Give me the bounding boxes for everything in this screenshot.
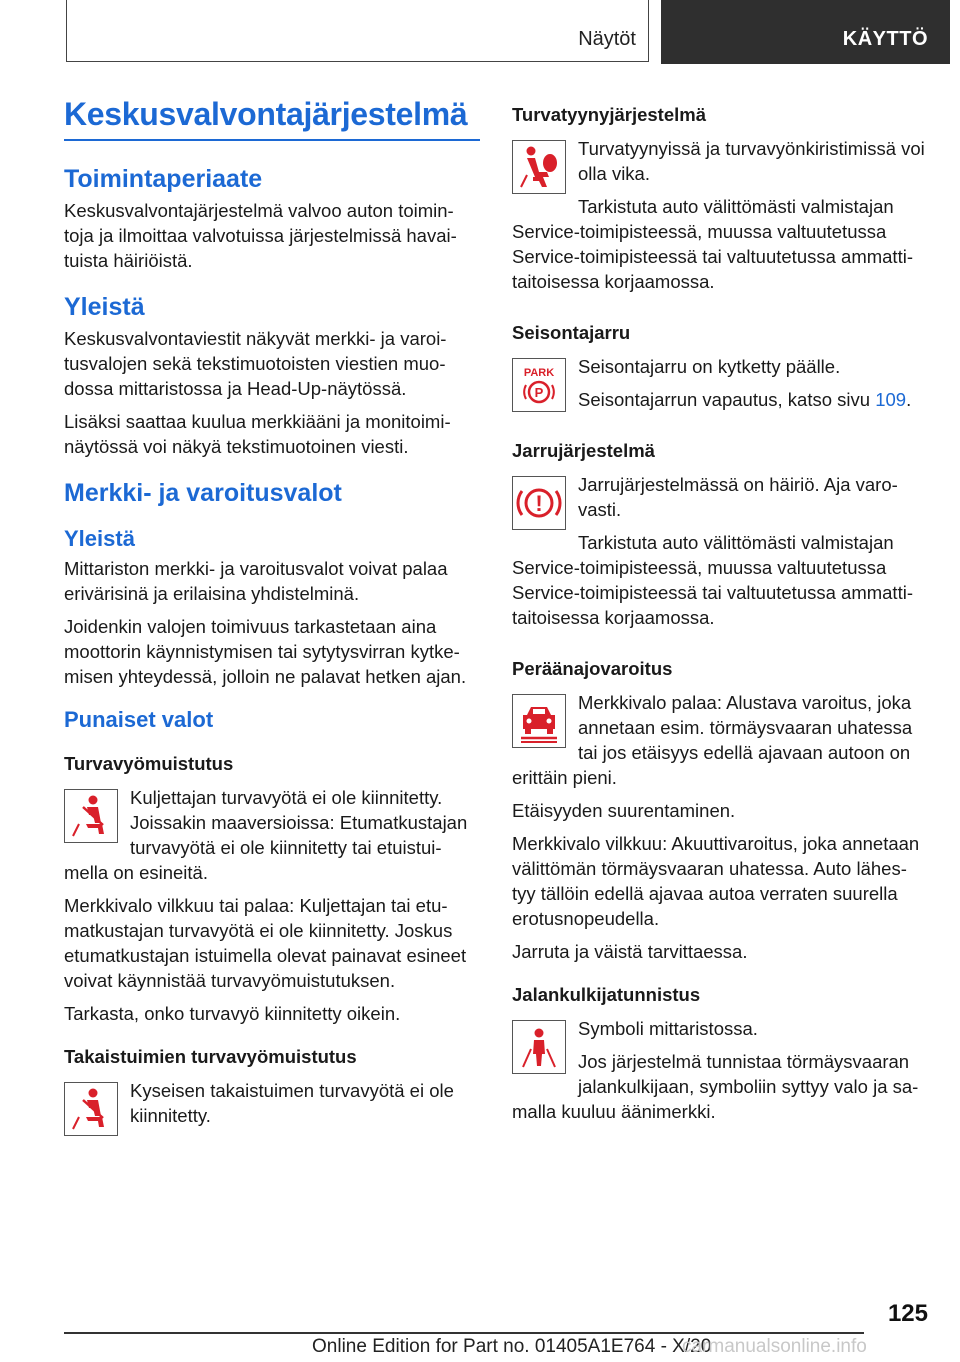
- brake-system-icon: [512, 476, 566, 530]
- restraint-block: [512, 136, 930, 302]
- paragraph-collision-1: Merkkivalo palaa: Alustava varoitus, joka annetaan esim. törmäysvaaran uhatessa tai jos etäisyys edellä ajavaan autoon on erittäin pieni.: [512, 692, 913, 788]
- heading-rear-seatbelt: Takaistuimien turvavyömuistutus: [64, 1046, 357, 1067]
- paragraph-restraint-2: Tarkistuta auto välittömästi valmistajan Service-toimipisteessä, muussa valtuutetussa Service-toimipisteessä tai valtuutetussa ammatti- taitoisessa korjaamossa.: [512, 196, 913, 292]
- chapter-tab-label: KÄYTTÖ: [842, 28, 928, 50]
- paragraph-pedestrian-1: Symboli mittaristossa.: [578, 1018, 758, 1039]
- brake-exclamation: !: [535, 491, 543, 516]
- paragraph-general-2: Lisäksi saattaa kuulua merkkiääni ja monitoimi- näytössä voi näkyä tekstimuotoinen viesti.: [64, 411, 451, 457]
- edition-note: Online Edition for Part no. 01405A1E764 - X/20: [312, 1336, 712, 1357]
- heading-principle: Toimintaperiaate: [64, 165, 263, 193]
- airbag-warning-icon: [512, 140, 566, 194]
- brake-system-block: [512, 472, 930, 638]
- pedestrian-warning-icon: [512, 1020, 566, 1074]
- page-number: 125: [887, 1300, 928, 1327]
- page-title: Keskusvalvontajärjestelmä: [64, 96, 480, 141]
- heading-lights-general: Yleistä: [64, 526, 135, 551]
- section-tab: [66, 0, 649, 62]
- heading-parking-brake: Seisontajarru: [512, 322, 631, 343]
- heading-general: Yleistä: [64, 293, 145, 321]
- right-column: [512, 96, 930, 1132]
- paragraph-lights-2: Joidenkin valojen toimivuus tarkastetaan aina moottorin käynnistymisen tai sytytysvirran kytke- misen yhteydessä, jolloin ne palavat hetken ajan.: [64, 616, 467, 687]
- heading-red-lights: Punaiset valot: [64, 707, 214, 732]
- paragraph-pedestrian-2: Jos järjestelmä tunnistaa törmäysvaaran jalankulkijaan, symboliin syttyy valo ja sa- malla kuuluu äänimerkki.: [512, 1051, 919, 1122]
- paragraph-brake-1: Jarrujärjestelmässä on häiriö. Aja varo- vasti.: [578, 474, 898, 520]
- parking-2-text: Seisontajarrun vapautus, katso sivu: [578, 389, 876, 410]
- paragraph-brake-2: Tarkistuta auto välittömästi valmistajan Service-toimipisteessä, muussa valtuutetussa Service-toimipisteessä tai valtuutetussa ammatti- taitoisessa korjaamossa.: [512, 532, 913, 628]
- rear-seatbelt-block: [64, 1078, 480, 1140]
- pedestrian-block: [512, 1016, 930, 1132]
- parking-2-end: .: [906, 389, 912, 410]
- footer-divider: [64, 1332, 864, 1334]
- heading-pedestrian: Jalankulkijatunnistus: [512, 984, 701, 1005]
- paragraph-general-1: Keskusvalvontaviestit näkyvät merkki- ja varoi- tusvalojen sekä tekstimuotoisten viestien muo- dossa mittaristossa ja Head-Up-näytössä.: [64, 328, 447, 399]
- heading-collision: Peräänajovaroitus: [512, 658, 673, 679]
- paragraph-seatbelt-1: Kuljettajan turvavyötä ei ole kiinnitetty. Joissakin maaversioissa: Etumatkustajan turvavyötä ei ole kiinnitetty tai etuistui- mella on esineitä.: [64, 787, 468, 883]
- park-label: PARK: [523, 367, 555, 379]
- paragraph-restraint-1: Turvatyynyissä ja turvavyönkiristimissä voi olla vika.: [578, 138, 925, 184]
- heading-seatbelt: Turvavyömuistutus: [64, 753, 234, 774]
- paragraph-parking-2: [512, 387, 930, 412]
- park-letter: P: [534, 385, 544, 400]
- chapter-tab: [661, 0, 950, 64]
- page-link-109[interactable]: 109: [875, 389, 907, 410]
- paragraph-seatbelt-3: Tarkasta, onko turvavyö kiinnitetty oikein.: [64, 1003, 401, 1024]
- paragraph-principle: Keskusvalvontajärjestelmä valvoo auton toimin- toja ja ilmoittaa valvotuissa järjestelmissä havai- tuista häiriöistä.: [64, 200, 457, 271]
- paragraph-collision-4: Jarruta ja väistä tarvittaessa.: [512, 941, 748, 962]
- heading-restraint: Turvatyynyjärjestelmä: [512, 104, 707, 125]
- heading-brake-system: Jarrujärjestelmä: [512, 440, 655, 461]
- watermark: carmanualsonline.info: [682, 1336, 867, 1357]
- paragraph-collision-3: Merkkivalo vilkkuu: Akuuttivaroitus, joka annetaan välittömän törmäysvaaran uhatessa. Auto lähes- tyy tällöin edellä ajavaa autoa verraten suurella erotusnopeudella.: [512, 833, 920, 929]
- heading-lights: Merkki- ja varoitusvalot: [64, 479, 342, 507]
- parking-brake-icon: [512, 358, 566, 412]
- section-tab-label: Näytöt: [578, 28, 636, 50]
- paragraph-seatbelt-2: Merkkivalo vilkkuu tai palaa: Kuljettajan tai etu- matkustajan turvavyötä ei ole kiinnitetty. Joskus etumatkustajan istuimella olevat painavat esineet voivat käynnistää turvavyömuistutuksen.: [64, 895, 467, 991]
- seatbelt-block: [64, 785, 480, 893]
- seatbelt-warning-icon: [64, 789, 118, 843]
- left-column: [64, 96, 480, 1140]
- rear-seatbelt-warning-icon: [64, 1082, 118, 1136]
- parking-brake-block: [512, 354, 930, 420]
- paragraph-collision-2: Etäisyyden suurentaminen.: [512, 800, 736, 821]
- header-bar: [66, 0, 950, 64]
- paragraph-lights-1: Mittariston merkki- ja varoitusvalot voivat palaa erivärisinä ja erilaisina yhdistelminä.: [64, 558, 448, 604]
- paragraph-parking-1: Seisontajarru on kytketty päälle.: [578, 356, 841, 377]
- paragraph-rear-seatbelt: Kyseisen takaistuimen turvavyötä ei ole kiinnitetty.: [130, 1080, 454, 1126]
- collision-warning-icon: [512, 694, 566, 748]
- collision-block: [512, 690, 930, 798]
